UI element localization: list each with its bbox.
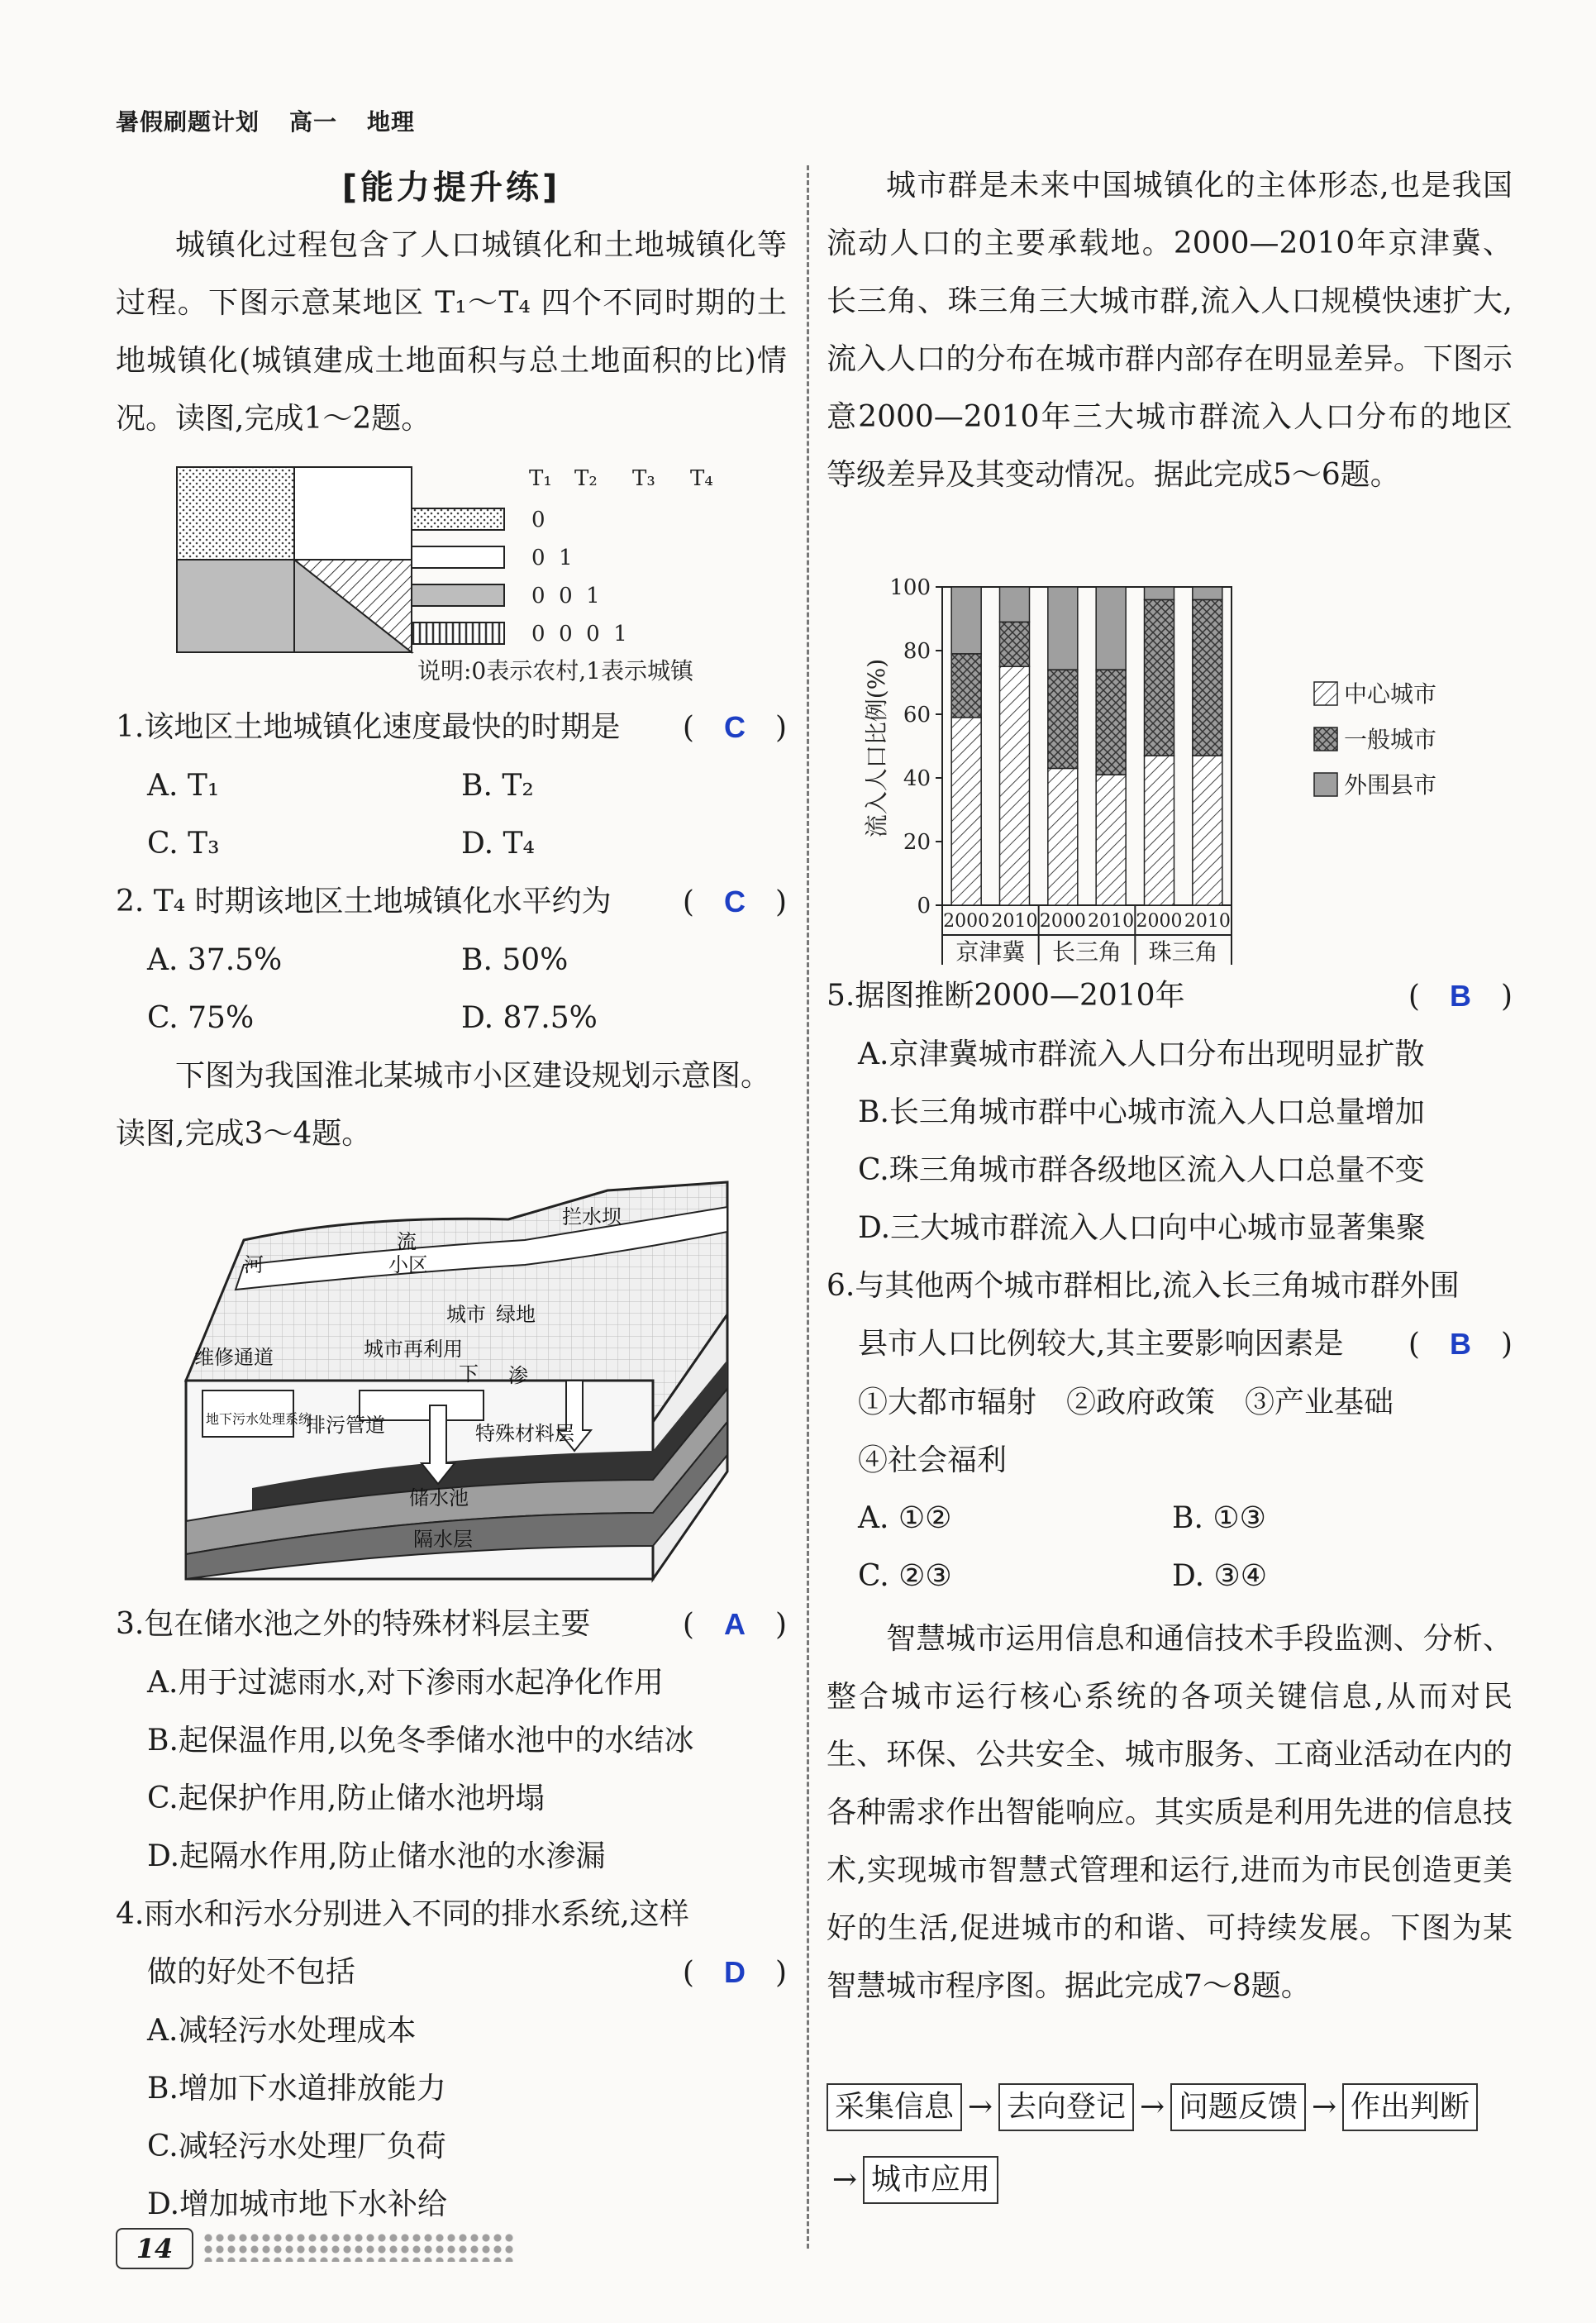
question-5-answer: B: [1449, 979, 1471, 1013]
option: C.减轻污水处理厂负荷: [147, 2130, 446, 2163]
x-tick-label: 2010: [991, 911, 1038, 932]
question-6-stem-1: 6.与其他两个城市群相比,流入长三角城市群外围: [827, 1269, 1460, 1303]
option: A.京津冀城市群流入人口分布出现明显扩散: [858, 1037, 1425, 1071]
label-reuse: 城市再利用: [364, 1338, 463, 1361]
arrow-right-icon: →: [1139, 2090, 1165, 2124]
legend-gray: [412, 584, 504, 606]
bar-segment: [1193, 587, 1222, 599]
legend-label: 一般城市: [1344, 726, 1437, 753]
flow-step-judge: 作出判断: [1342, 2083, 1478, 2131]
bar-segment: [1193, 756, 1222, 905]
bar-segment: [1145, 756, 1174, 905]
option: D. 87.5%: [461, 1001, 598, 1035]
question-5: [827, 967, 1513, 1026]
label-maintenance: 维修通道: [194, 1346, 274, 1369]
label-sewer: 排污管道: [306, 1414, 385, 1437]
option: D.增加城市地下水补给: [147, 2187, 448, 2221]
question-6-stem-2: 县市人口比例较大,其主要影响因素是: [858, 1327, 1344, 1361]
label-special-layer: 特殊材料层: [475, 1422, 574, 1445]
question-4-stem-2: 做的好处不包括: [147, 1955, 356, 1989]
label-down: 下: [459, 1362, 479, 1386]
question-5-bracket: ( B ): [1408, 979, 1513, 1014]
label-city: 城市: [446, 1303, 486, 1326]
option: D.起隔水作用,防止储水池的水渗漏: [147, 1839, 606, 1873]
legend-swatch: [1314, 773, 1337, 796]
question-2-options-row-1: [116, 932, 787, 990]
question-3-answer: A: [723, 1607, 746, 1641]
question-1-options-row-2: [116, 815, 787, 873]
label-dam: 拦水坝: [562, 1205, 622, 1228]
chart-plot-frame: [942, 587, 1232, 905]
y-tick-label: 20: [903, 830, 931, 855]
option: D. ③④: [1172, 1559, 1268, 1593]
question-5-stem: 5.据图推断2000—2010年: [827, 979, 1185, 1013]
bar-segment: [1096, 775, 1126, 905]
question-2: [116, 873, 787, 932]
legend-label: 外围县市: [1344, 771, 1437, 799]
arrow-right-icon: →: [831, 2163, 858, 2197]
bar-segment: [951, 718, 981, 905]
question-4: [116, 1944, 787, 2002]
option: A. 37.5%: [147, 943, 283, 977]
left-questions-3-4: [116, 1596, 787, 2234]
flow-row-1: [827, 2083, 1513, 2131]
page-number: 14: [116, 2228, 193, 2269]
label-community: 小区: [388, 1253, 428, 1276]
question-6: [827, 1315, 1513, 1374]
flow-row-2: [827, 2156, 1513, 2204]
y-tick-label: 60: [903, 703, 931, 727]
legend-label: 中心城市: [1344, 680, 1437, 708]
question-3-stem: 3.包在储水池之外的特殊材料层主要: [116, 1607, 591, 1641]
x-tick-label: 2000: [943, 911, 990, 932]
intro-4: 智慧城市运用信息和通信技术手段监测、分析、整合城市运行核心系统的各项关键信息,从而对民生、环保、公共安全、城市服务、工商业活动在内的各种需求作出智能响应。其实质是利用先进的信息技术,实现城市智慧式管理和运行,进而为市民创造更美好的生活,促进城市的和谐、可持续发展。下图为某智慧城市程序图。据此完成7～8题。: [827, 1622, 1513, 2003]
question-2-answer: C: [723, 885, 746, 918]
label-greenland: 绿地: [496, 1303, 536, 1326]
question-6-options-row-1: [827, 1490, 1513, 1548]
bar-segment: [951, 654, 981, 718]
label-river: 河: [244, 1253, 264, 1276]
map-region-dots: [177, 467, 294, 560]
intro-3: 城市群是未来中国城镇化的主体形态,也是我国流动人口的主要承载地。2000—2010年京津冀、长三角、珠三角三大城市群,流入人口规模快速扩大,流入人口的分布在城市群内部存在明显差异。下图示意2000—2010年三大城市群流入人口分布的地区等级差异及其变动情况。据此完成5～6题。: [827, 169, 1513, 492]
y-tick-label: 80: [903, 639, 931, 664]
question-1-options-row-1: [116, 757, 787, 815]
question-1-stem: 1.该地区土地城镇化速度最快的时期是: [116, 710, 621, 744]
group-label: 长三角: [1051, 938, 1122, 966]
question-6-items-1: ①大都市辐射 ②政府政策 ③产业基础: [858, 1386, 1394, 1419]
option: B.增加下水道排放能力: [147, 2072, 446, 2106]
x-tick-label: 2010: [1088, 911, 1135, 932]
stacked-bar-chart: [851, 570, 1513, 967]
question-1-answer: C: [723, 710, 746, 744]
bar-segment: [1193, 599, 1222, 756]
bar-segment: [1145, 587, 1174, 599]
y-tick-label: 0: [917, 894, 931, 918]
figure1-caption: 说明:0表示农村,1表示城镇: [417, 657, 693, 684]
decorative-dots: [202, 2232, 517, 2262]
option: B.长三角城市群中心城市流入人口总量增加: [858, 1095, 1425, 1129]
question-6-options-row-2: [827, 1548, 1513, 1605]
question-6-items-2: ④社会福利: [858, 1443, 1008, 1477]
bar-segment: [1000, 622, 1030, 666]
flow-step-feedback: 问题反馈: [1170, 2083, 1306, 2131]
label-reservoir: 储水池: [409, 1486, 469, 1510]
option: A.减轻污水处理成本: [147, 2014, 417, 2048]
header-grade: 高一: [289, 108, 338, 136]
legend-row-4: 0 0 0 1: [531, 622, 627, 646]
question-2-bracket: ( C ): [682, 885, 787, 919]
x-tick-label: 2000: [1136, 911, 1183, 932]
question-1: [116, 699, 787, 757]
bar-segment: [1145, 599, 1174, 756]
question-2-stem: 2. T₄ 时期该地区土地城镇化水平约为: [116, 885, 612, 918]
legend-white: [412, 546, 504, 568]
bar-segment: [1048, 587, 1078, 670]
flow-step-register: 去向登记: [998, 2083, 1134, 2131]
figure-land-urbanization: [165, 459, 760, 690]
flow-diagram: [827, 2083, 1513, 2204]
y-tick-label: 40: [903, 766, 931, 791]
section-title: [能力提升练]: [341, 169, 561, 207]
chart-ylabel: 流入人口比例(%): [863, 658, 890, 838]
option: C. 75%: [147, 1001, 255, 1035]
question-4-bracket: ( D ): [682, 1955, 787, 1990]
label-sewage-system: 地下污水处理系统: [206, 1411, 312, 1427]
period-label-1: T₁: [529, 466, 552, 491]
bar-segment: [951, 587, 981, 654]
page-header: [116, 104, 445, 137]
group-label: 珠三角: [1148, 938, 1218, 966]
legend-swatch: [1314, 727, 1337, 751]
option: B. T₂: [461, 769, 534, 803]
legend-row-1: 0: [531, 508, 545, 532]
question-4-stem-1: 4.雨水和污水分别进入不同的排水系统,这样: [116, 1897, 689, 1931]
question-4-answer: D: [723, 1955, 746, 1989]
option: C. ②③: [858, 1559, 952, 1593]
flow-step-collect: 采集信息: [827, 2083, 962, 2131]
x-tick-label: 2000: [1039, 911, 1086, 932]
option: B.起保温作用,以免冬季储水池中的水结冰: [147, 1724, 694, 1758]
legend-vert: [412, 622, 504, 644]
flow-step-apply: 城市应用: [863, 2156, 998, 2204]
period-label-2: T₂: [574, 466, 598, 491]
x-tick-label: 2010: [1184, 911, 1231, 932]
bar-segment: [1096, 587, 1126, 670]
question-6-answer: B: [1449, 1327, 1471, 1361]
header-subject: 地理: [367, 108, 416, 136]
option: A. ①②: [858, 1501, 952, 1535]
map-region-gray: [177, 560, 294, 652]
label-seep: 渗: [508, 1364, 528, 1387]
header-series: 暑假刷题计划: [116, 108, 260, 136]
bar-segment: [1096, 670, 1126, 775]
bar-segment: [1000, 587, 1030, 622]
option: C.珠三角城市群各级地区流入人口总量不变: [858, 1153, 1425, 1187]
option: C. T₃: [147, 827, 220, 861]
question-3: [116, 1596, 787, 1654]
arrow-right-icon: →: [1311, 2090, 1337, 2124]
legend-swatch: [1314, 682, 1337, 705]
figure-community-plan: [178, 1174, 740, 1587]
period-label-3: T₃: [632, 466, 655, 491]
option: C.起保护作用,防止储水池坍塌: [147, 1782, 545, 1815]
y-tick-label: 100: [889, 575, 931, 600]
intro-1: 城镇化过程包含了人口城镇化和土地城镇化等过程。下图示意某地区 T₁～T₄ 四个不同时期的土地城镇化(城镇建成土地面积与总土地面积的比)情况。读图,完成1～2题。: [116, 228, 787, 436]
question-6-bracket: ( B ): [1408, 1327, 1513, 1362]
question-2-options-row-2: [116, 990, 787, 1047]
bar-segment: [1000, 666, 1030, 905]
label-flow: 流: [397, 1230, 417, 1253]
period-label-4: T₄: [690, 466, 713, 491]
option: B. ①③: [1172, 1501, 1266, 1535]
map-region-white: [294, 467, 412, 560]
right-column-top: [827, 157, 1513, 504]
intro-2: 下图为我国淮北某城市小区建设规划示意图。读图,完成3～4题。: [116, 1059, 771, 1151]
legend-row-3: 0 0 1: [531, 584, 600, 608]
legend-row-2: 0 1: [531, 546, 573, 570]
right-questions-5-6: [827, 967, 1513, 2015]
left-questions-1-2: [116, 699, 787, 1163]
left-column-top: [116, 159, 787, 448]
question-3-bracket: ( A ): [682, 1607, 787, 1642]
option: D. T₄: [461, 827, 535, 861]
legend-dots: [412, 508, 504, 530]
option: B. 50%: [461, 943, 569, 977]
arrow-right-icon: →: [967, 2090, 993, 2124]
bar-segment: [1048, 670, 1078, 768]
column-divider: [807, 165, 809, 2249]
option: A.用于过滤雨水,对下渗雨水起净化作用: [147, 1666, 664, 1700]
bar-segment: [1048, 768, 1078, 905]
group-label: 京津冀: [955, 938, 1026, 966]
option: A. T₁: [147, 769, 220, 803]
option: D.三大城市群流入人口向中心城市显著集聚: [858, 1211, 1427, 1245]
question-1-bracket: ( C ): [682, 710, 787, 745]
label-aquiclude: 隔水层: [413, 1528, 473, 1551]
